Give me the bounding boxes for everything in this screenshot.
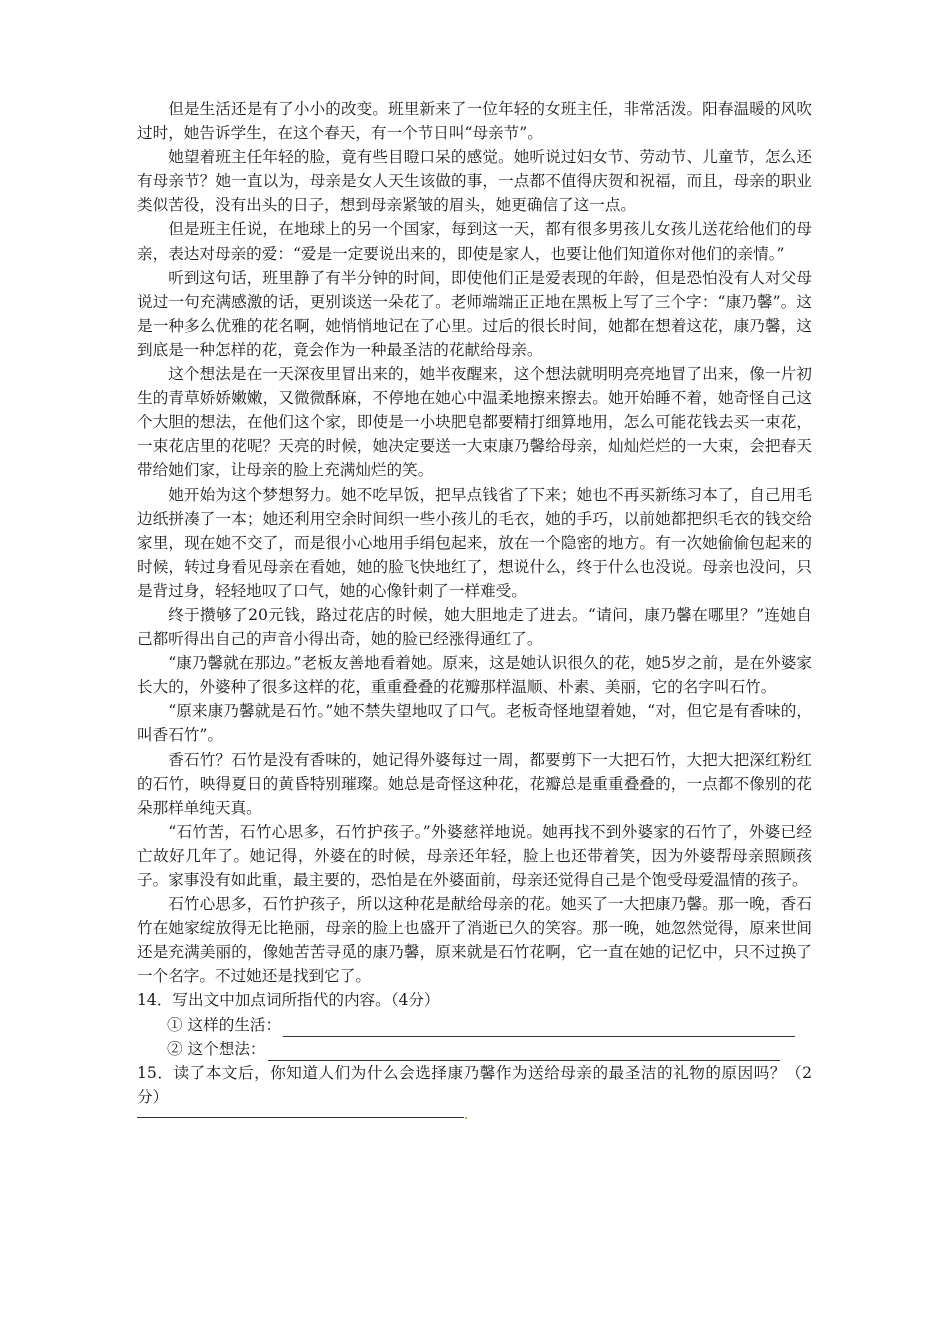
paragraph-2: 她望着班主任年轻的脸，竟有些目瞪口呆的感觉。她听说过妇女节、劳动节、儿童节，怎么还有母亲节？她一直以为，母亲是女人天生该做的事，一点都不值得庆贺和祝福，而且，母亲的职业类似苦役，没有出头的日子，想到母亲紧皱的眉头，她更确信了这一点。 [137,148,812,215]
paragraph-12: 石竹心思多，石竹护孩子，所以这种花是献给母亲的花。她买了一大把康乃馨。那一晚，香石竹在她家绽放得无比艳丽，母亲的脸上也盛开了消逝已久的笑容。那一晚，她忽然觉得，原来世间还是充满美丽的，像她苦苦寻觅的康乃馨，原来就是石竹花啊，它一直在她的记忆中，只不过换了一个名字。不过她还是找到它了。 [137,895,812,986]
mark-dot [465,1117,467,1119]
paragraph-4: 听到这句话，班里静了有半分钟的时间，即使他们正是爱表现的年龄，但是恐怕没有人对父母说过一句充满感激的话，更别谈送一朵花了。老师端端正正地在黑板上写了三个字：“康乃馨”。这是一种多么优雅的花名啊，她悄悄地记在了心里。过后的很长时间，她都在想着这花，康乃馨，这到底是一种怎样的花，竟会作为一种最圣洁的花献给母亲。 [137,268,812,359]
paragraph-7: 终于攒够了20元钱，路过花店的时候，她大胆地走了进去。“请问，康乃馨在哪里？”连她自己都听得出自己的声音小得出奇，她的脸已经涨得通红了。 [137,605,812,649]
document-page [137,97,812,1118]
answer-blank-14-1[interactable] [283,1018,795,1037]
question-14-item-2 [137,1037,812,1061]
question-14-item-1-label: ① 这样的生活： [167,1015,282,1034]
paragraph-1: 但是生活还是有了小小的改变。班里新来了一位年轻的女班主任，非常活泼。阳春温暖的风吹过时，她告诉学生，在这个春天，有一个节日叫“母亲节”。 [137,100,812,143]
question-15: 15．读了本文后，你知道人们为什么会选择康乃馨作为送给母亲的最圣洁的礼物的原因吗？（2分） [137,1063,812,1106]
answer-blank-14-2[interactable] [268,1042,780,1061]
paragraph-11: “石竹苦，石竹心思多，石竹护孩子。”外婆慈祥地说。她再找不到外婆家的石竹了，外婆已经亡故好几年了。她记得，外婆在的时候，母亲还年轻，脸上也还带着笑，因为外婆帮母亲照顾孩子。家事没有如此重，最主要的，恐怕是在外婆面前，母亲还觉得自己是个饱受母爱温情的孩子。 [137,822,812,889]
paragraph-5: 这个想法是在一天深夜里冒出来的，她半夜醒来，这个想法就明明亮亮地冒了出来，像一片初生的青草娇娇嫩嫩，又微微酥麻，不停地在她心中温柔地擦来擦去。她开始睡不着，她奇怪自己这个大胆的想法，在他们这个家，即使是一小块肥皂都要精打细算地用，怎么可能花钱去买一束花，一束花店里的花呢？天亮的时候，她决定要送一大束康乃馨给母亲，灿灿烂烂的一大束，会把春天带给她们家，让母亲的脸上充满灿烂的笑。 [137,365,812,480]
paragraph-6: 她开始为这个梦想努力。她不吃早饭，把早点钱省了下来；她也不再买新练习本了，自己用毛边纸拼凑了一本；她还利用空余时间织一些小孩儿的毛衣，她的手巧，以前她都把织毛衣的钱交给家里，现在她不交了，而是很小心地用手绢包起来，放在一个隐密的地方。有一次她偷偷包起来的时候，转过身看见母亲在看她，她的脸飞快地红了，想说什么，终于什么也没说。母亲也没问，只是背过身，轻轻地叹了口气，她的心像针刺了一样难受。 [137,485,812,600]
paragraph-10: 香石竹？石竹是没有香味的，她记得外婆每过一周，都要剪下一大把石竹，大把大把深红粉红的石竹，映得夏日的黄昏特别璀璨。她总是奇怪这种花，花瓣总是重重叠叠的，一点都不像别的花朵那样单纯天真。 [137,750,812,817]
paragraph-9: “原来康乃馨就是石竹。”她不禁失望地叹了口气。老板奇怪地望着她，“对，但它是有香味的，叫香石竹”。 [137,702,812,745]
paragraph-8: “康乃馨就在那边。”老板友善地看着她。原来，这是她认识很久的花，她5岁之前，是在外婆家长大的，外婆种了很多这样的花，重重叠叠的花瓣那样温顺、朴素、美丽，它的名字叫石竹。 [137,654,812,697]
question-14: 14．写出文中加点词所指代的内容。（4分） [137,991,440,1010]
paragraph-3: 但是班主任说，在地球上的另一个国家，每到这一天，都有很多男孩儿女孩儿送花给他们的母亲，表达对母亲的爱：“爱是一定要说出来的，即使是家人，也要让他们知道你对他们的亲情。” [137,220,812,263]
answer-blank-15[interactable] [137,1111,464,1118]
question-14-item-1 [137,1013,812,1037]
question-14-item-2-label: ② 这个想法： [167,1039,266,1058]
